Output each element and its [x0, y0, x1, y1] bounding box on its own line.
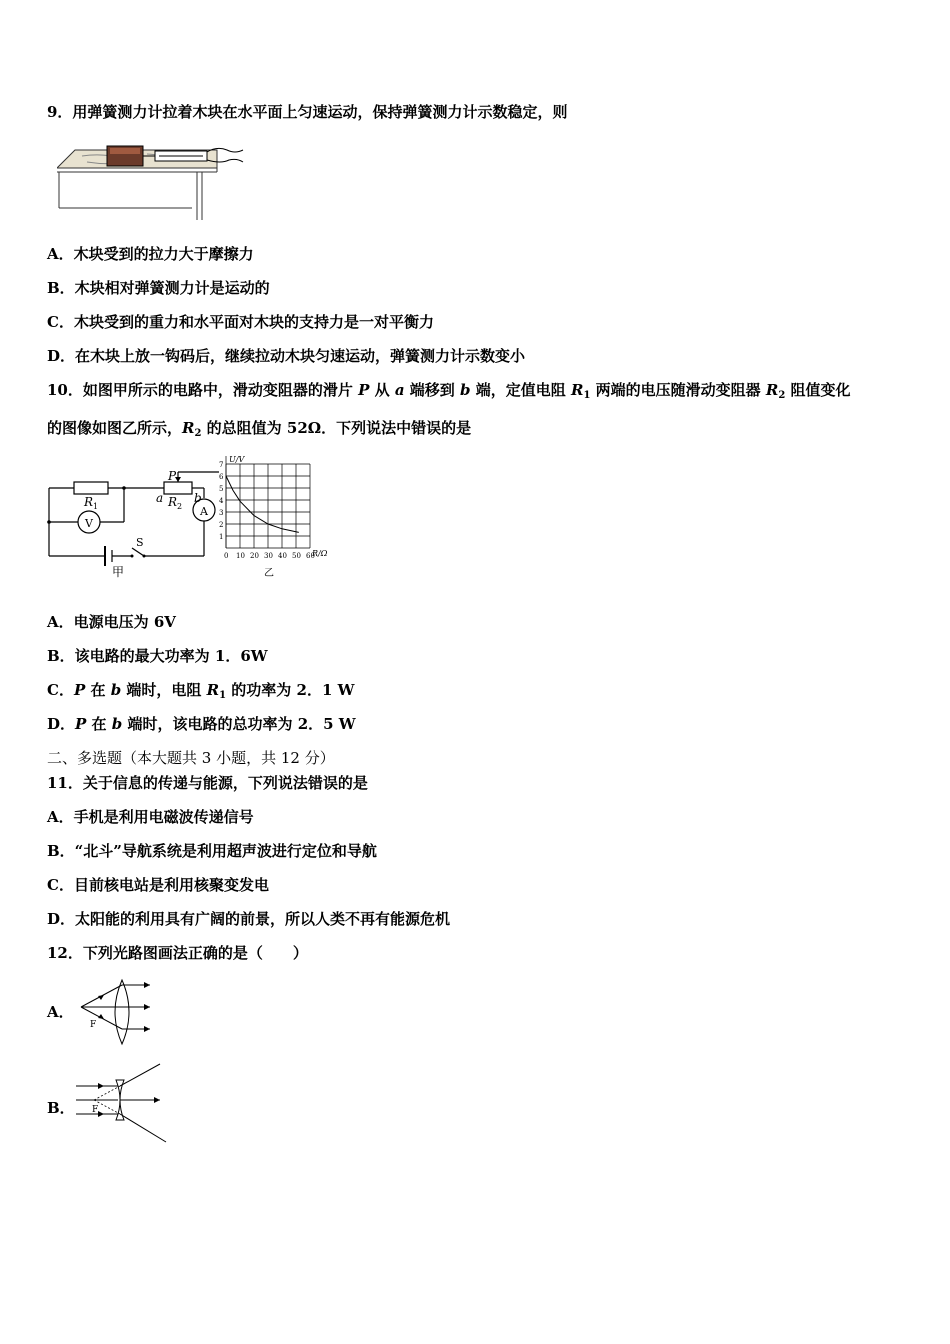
- graph-ylabel: U/V: [229, 455, 245, 464]
- focus-label-a: F: [90, 1020, 97, 1030]
- u-r-graph: [212, 452, 337, 580]
- q11-stem: 11．关于信息的传递与能源，下列说法错误的是: [47, 774, 368, 792]
- y-tick-label: 2: [219, 521, 224, 529]
- circuit-r2-label: $R_2$: [168, 495, 183, 511]
- circuit-p-label: P: [168, 469, 177, 483]
- y-tick-label: 3: [219, 509, 224, 517]
- q12-option-b-label: B．: [47, 1099, 75, 1117]
- q9-option-b: B．木块相对弹簧测力计是运动的: [47, 279, 270, 297]
- voltmeter-label: V: [85, 517, 93, 530]
- q9-option-d: D．在木块上放一钩码后，继续拉动木块匀速运动，弹簧测力计示数变小: [47, 347, 526, 365]
- y-tick-label: 1: [219, 533, 224, 541]
- circuit-r1-label: $R_1$: [84, 495, 99, 511]
- graph-caption: 乙: [264, 568, 274, 579]
- q12-stem: 12．下列光路图画法正确的是（ ）: [47, 944, 308, 962]
- q10-stem-line1: 10．如图甲所示的电路中，滑动变阻器的滑片 P 从 a 端移到 b 端，定值电阻 $R_1$ 两端的电压随滑动变阻器 $R_2$ 阻值变化: [47, 381, 851, 401]
- ammeter-label: A: [200, 505, 208, 518]
- q12-option-a-label: A．: [47, 1003, 74, 1021]
- focus-label-b: F: [92, 1105, 99, 1115]
- circuit-a-label: a: [156, 491, 164, 505]
- q9-stem: 9．用弹簧测力计拉着木块在水平面上匀速运动，保持弹簧测力计示数稳定，则: [47, 103, 568, 121]
- q12-option-a-figure: [76, 977, 156, 1047]
- q9-option-c: C．木块受到的重力和水平面对木块的支持力是一对平衡力: [47, 313, 434, 331]
- x-tick-label: 10: [236, 552, 245, 560]
- graph-xlabel: R/Ω: [312, 549, 328, 558]
- x-tick-label: 30: [264, 552, 273, 560]
- x-tick-label: 60: [306, 552, 315, 560]
- q10-graph-figure: [212, 452, 337, 580]
- section-heading: 二、多选题（本大题共 3 小题，共 12 分）: [47, 749, 335, 767]
- q12-option-b-figure: [74, 1062, 174, 1144]
- q11-option-d: D．太阳能的利用具有广阔的前景，所以人类不再有能源危机: [47, 910, 451, 928]
- q11-option-a: A．手机是利用电磁波传递信号: [47, 808, 254, 826]
- q10-option-a: A．电源电压为 6V: [47, 613, 176, 631]
- q10-option-c: C．P 在 b 端时，电阻 $R_1$ 的功率为 2．1 W: [47, 681, 355, 701]
- switch-label: S: [136, 536, 144, 549]
- circuit-b-label: b: [194, 491, 202, 505]
- y-tick-label: 5: [219, 485, 224, 493]
- x-tick-label: 50: [292, 552, 301, 560]
- x-tick-label: 40: [278, 552, 287, 560]
- q10-stem-line2: 的图像如图乙所示，$R_2$ 的总阻值为 52Ω．下列说法中错误的是: [47, 419, 472, 439]
- q10-circuit-figure: [44, 464, 219, 579]
- q9-figure: [57, 138, 257, 223]
- y-tick-label: 4: [219, 497, 224, 505]
- q10-option-b: B．该电路的最大功率为 1．6W: [47, 647, 268, 665]
- y-tick-label: 7: [219, 461, 224, 469]
- q9-option-a: A．木块受到的拉力大于摩擦力: [47, 245, 254, 263]
- circuit-caption: 甲: [112, 565, 125, 579]
- y-tick-label: 6: [219, 473, 224, 481]
- q11-option-b: B．“北斗”导航系统是利用超声波进行定位和导航: [47, 842, 377, 860]
- x-tick-label: 20: [250, 552, 259, 560]
- x-tick-label: 0: [224, 552, 229, 560]
- q11-option-c: C．目前核电站是利用核聚变发电: [47, 876, 269, 894]
- q10-option-d: D．P 在 b 端时，该电路的总功率为 2．5 W: [47, 715, 356, 733]
